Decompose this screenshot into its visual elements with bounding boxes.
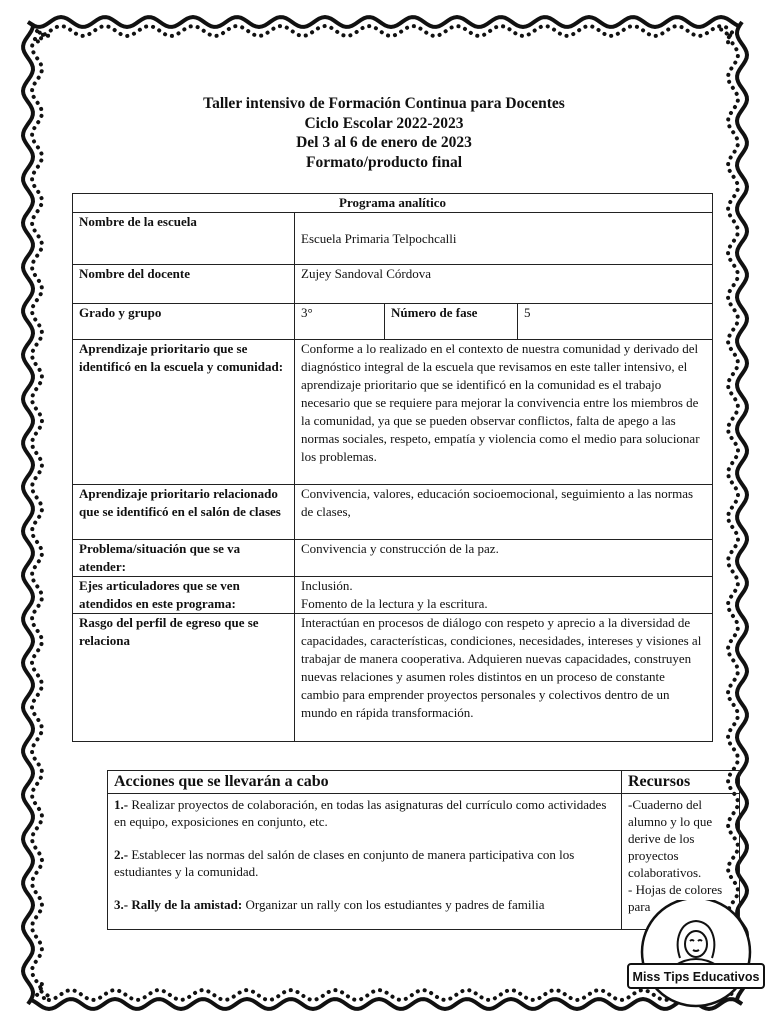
graduate-profile-value: Interactúan en procesos de diálogo con respeto y aprecio a la diversidad de capacidades, características, condiciones, necesidades, intereses y visiones al trabajar de manera cooperativa. Adquieren nuevas capacidades, construyen nuevas relaciones y asumen roles distintos en un proceso de constante cambio para emprender proyectos personales y colectivos dentro de un mundo en rápida transformación. — [295, 614, 713, 742]
teacher-name-value: Zujey Sandoval Córdova — [295, 265, 713, 304]
table-row — [73, 485, 713, 540]
actions-list — [108, 794, 622, 930]
action-item-3 — [114, 896, 615, 913]
action-text: Realizar proyectos de colaboración, en todas las asignaturas del currículo como actividades en equipo, exposiciones en conjunto, etc. — [114, 797, 607, 829]
action-text: Organizar un rally con los estudiantes y padres de familia — [242, 897, 545, 912]
action-number: 1.- — [114, 797, 129, 812]
table-row — [73, 265, 713, 304]
articulating-axes-label: Ejes articuladores que se ven atendidos en este programa: — [73, 577, 295, 614]
priority-learning-class-value: Convivencia, valores, educación socioemocional, seguimiento a las normas de clases, — [295, 485, 713, 540]
articulating-axes-value — [295, 577, 713, 614]
graduate-profile-label: Rasgo del perfil de egreso que se relaciona — [73, 614, 295, 742]
actions-column-header: Acciones que se llevarán a cabo — [108, 771, 622, 794]
action-number: 3.- — [114, 897, 129, 912]
priority-learning-school-value: Conforme a lo realizado en el contexto de nuestra comunidad y derivado del diagnóstico integral de la escuela que revisamos en este taller intensivo, el aprendizaje prioritario que se identificó en la comunidad es el trabajo necesario que se requiere para mejorar la convivencia entre los miembros de la comunidad, ya que se pueden observar conflictos, falta de apego a las normas sociales, respeto, empatía y violencia como el medio para solucionar los problemas. — [295, 340, 713, 485]
phase-number-value: 5 — [518, 304, 713, 340]
table-row — [73, 614, 713, 742]
table-row — [73, 304, 713, 340]
date-range: Del 3 al 6 de enero de 2023 — [296, 134, 472, 151]
school-cycle: Ciclo Escolar 2022-2023 — [304, 114, 464, 132]
brand-logo — [624, 900, 766, 1010]
phase-number-label: Número de fase — [385, 304, 518, 340]
table-row — [73, 540, 713, 577]
school-name-label: Nombre de la escuela — [73, 213, 295, 265]
table-row — [73, 340, 713, 485]
resources-column-header: Recursos — [622, 771, 740, 794]
priority-learning-school-label: Aprendizaje prioritario que se identificó en la escuela y comunidad: — [73, 340, 295, 485]
program-table-title: Programa analítico — [73, 194, 713, 213]
school-name-value: Escuela Primaria Telpochcalli — [295, 213, 713, 265]
resources-text: -Cuaderno del alumno y lo que derive de los proyectos colaborativos. - Hojas de colores para — [628, 797, 723, 914]
table-row — [73, 577, 713, 614]
action-highlight: Rally de la amistad: — [128, 897, 243, 912]
grade-group-label: Grado y grupo — [73, 304, 295, 340]
document-header — [0, 94, 768, 172]
action-item-1 — [114, 796, 615, 830]
teacher-name-label: Nombre del docente — [73, 265, 295, 304]
priority-learning-class-label: Aprendizaje prioritario relacionado que se identificó en el salón de clases — [73, 485, 295, 540]
axis-inclusion: Inclusión. — [301, 578, 353, 593]
format-subtitle: Formato/producto final — [306, 153, 462, 171]
workshop-title: Taller intensivo de Formación Continua para Docentes — [203, 95, 565, 112]
axis-reading-writing: Fomento de la lectura y la escritura. — [301, 596, 488, 611]
problem-situation-value: Convivencia y construcción de la paz. — [295, 540, 713, 577]
program-table — [72, 193, 713, 742]
problem-situation-label: Problema/situación que se va atender: — [73, 540, 295, 577]
grade-group-value: 3° — [295, 304, 385, 340]
brand-logo-text: Miss Tips Educativos — [632, 970, 760, 984]
table-row — [73, 213, 713, 265]
action-number: 2.- — [114, 847, 129, 862]
action-text: Establecer las normas del salón de clases en conjunto de manera participativa con los estudiantes y la comunidad. — [114, 847, 575, 879]
action-item-2 — [114, 846, 615, 880]
